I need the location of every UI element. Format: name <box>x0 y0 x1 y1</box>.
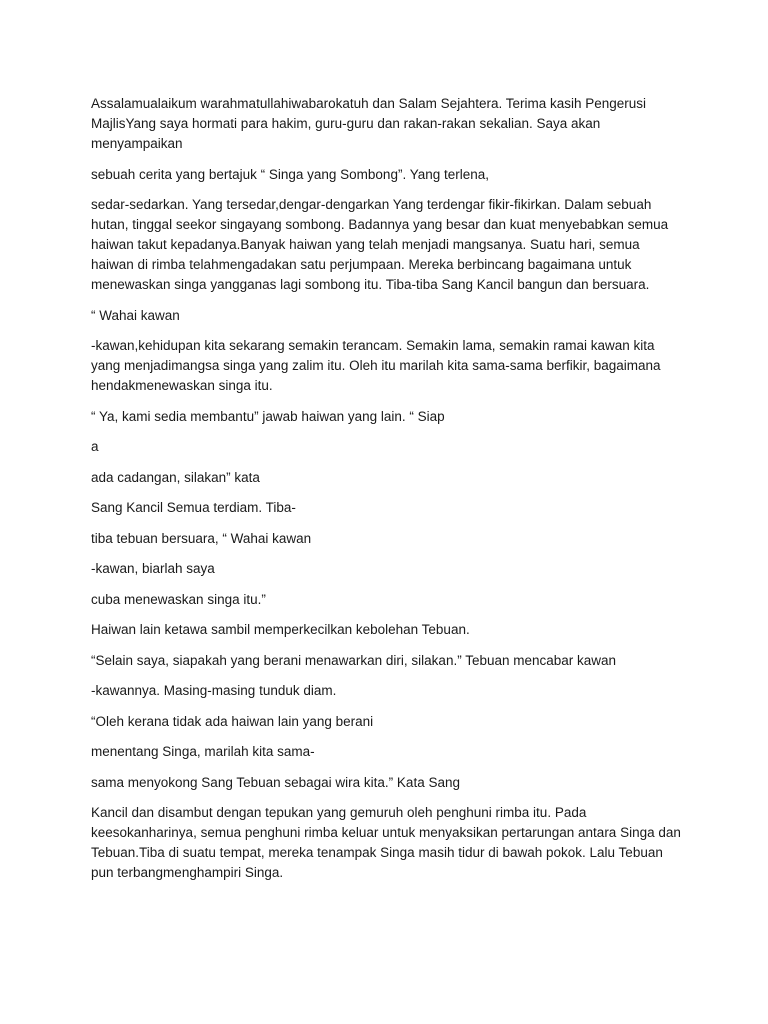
paragraph-6: “ Ya, kami sedia membantu” jawab haiwan yang lain. “ Siap <box>91 408 445 424</box>
paragraph-3: sedar-sedarkan. Yang tersedar,dengar-dengarkan Yang terdengar fikir-fikirkan. Dalam sebuah hutan, tinggal seekor singayang sombong. Badannya yang besar dan kuat menyebabkan semua haiwan takut kepadanya.Banyak haiwan yang telah menjadi mangsanya. Suatu hari, semua haiwan di rimba telahmengadakan satu perjumpaan. Mereka berbincang bagaimana untuk menewaskan singa yangganas lagi sombong itu. Tiba-tiba Sang Kancil bangun dan bersuara. <box>91 197 669 292</box>
paragraph-1: Assalamualaikum warahmatullahiwabarokatuh dan Salam Sejahtera. Terima kasih Pengerusi MajlisYang saya hormati para hakim, guru-guru dan rakan-rakan sekalian. Saya akan menyampaikan <box>91 96 647 151</box>
paragraph-14: “Selain saya, siapakah yang berani menawarkan diri, silakan.” Tebuan mencabar kawan <box>91 652 617 668</box>
paragraph-15: -kawannya. Masing-masing tunduk diam. <box>91 683 337 698</box>
document-body <box>91 94 681 894</box>
paragraph-4: “ Wahai kawan <box>91 307 180 323</box>
paragraph-2: sebuah cerita yang bertajuk “ Singa yang Sombong”. Yang terlena, <box>91 166 490 182</box>
paragraph-19: Kancil dan disambut dengan tepukan yang gemuruh oleh penghuni rimba itu. Pada keesokanharinya, semua penghuni rimba keluar untuk menyaksikan pertarungan antara Singa dan Tebuan.Tiba di suatu tempat, mereka tenampak Singa masih tidur di bawah pokok. Lalu Tebuan pun terbangmenghampiri Singa. <box>91 805 681 880</box>
paragraph-8: ada cadangan, silakan” kata <box>91 469 260 485</box>
paragraph-10: tiba tebuan bersuara, “ Wahai kawan <box>91 530 312 546</box>
paragraph-5: -kawan,kehidupan kita sekarang semakin terancam. Semakin lama, semakin ramai kawan kita yang menjadimangsa singa yang zalim itu. Oleh itu marilah kita sama-sama berfikir, bagaimana hendakmenewaskan singa itu. <box>91 338 661 393</box>
paragraph-9: Sang Kancil Semua terdiam. Tiba- <box>91 500 296 515</box>
paragraph-17: menentang Singa, marilah kita sama- <box>91 744 315 759</box>
paragraph-7: a <box>91 439 99 454</box>
paragraph-12: cuba menewaskan singa itu.” <box>91 591 266 607</box>
paragraph-18: sama menyokong Sang Tebuan sebagai wira kita.” Kata Sang <box>91 774 460 790</box>
paragraph-13: Haiwan lain ketawa sambil memperkecilkan kebolehan Tebuan. <box>91 622 470 637</box>
paragraph-16: “Oleh kerana tidak ada haiwan lain yang berani <box>91 713 374 729</box>
paragraph-11: -kawan, biarlah saya <box>91 561 215 576</box>
